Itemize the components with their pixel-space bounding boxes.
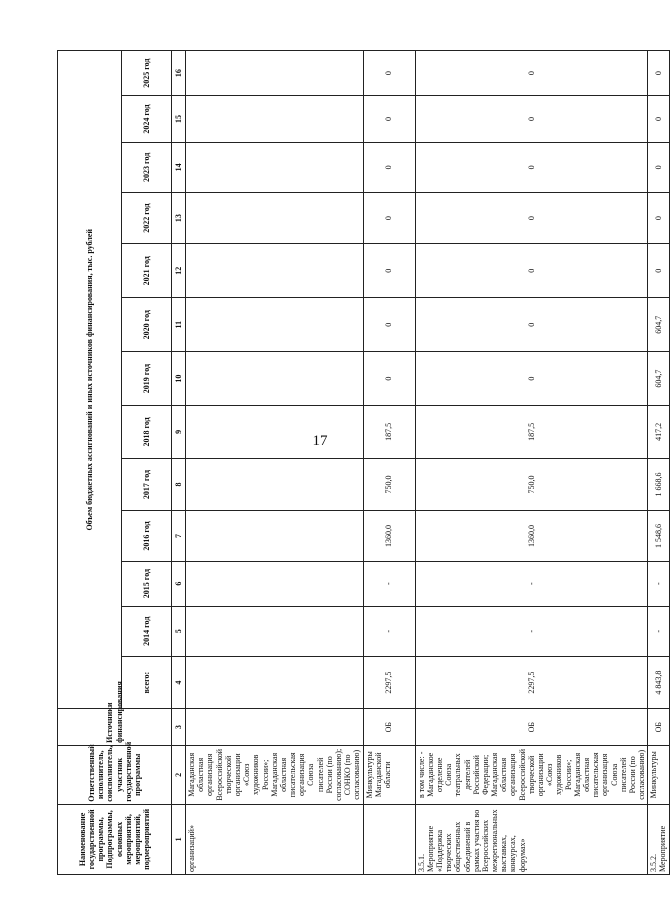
- table-row: [363, 51, 415, 875]
- row-value: 417,2: [648, 406, 669, 459]
- row-value: [186, 406, 364, 459]
- row-value: [186, 458, 364, 511]
- col-number: 4: [172, 656, 186, 709]
- row-value: 604,7: [648, 352, 669, 406]
- row-value: 1 668,6: [648, 458, 669, 511]
- row-name: 3.5.2. Мероприятие: [648, 804, 669, 874]
- row-name: организаций»: [186, 804, 364, 874]
- header-total: всего:: [122, 656, 172, 709]
- header-year: 2014 год: [122, 606, 172, 656]
- table-row: [415, 51, 648, 875]
- col-number: 3: [172, 709, 186, 745]
- row-responsible: Минкультуры Магаданской области: [363, 745, 415, 804]
- col-number: 13: [172, 192, 186, 243]
- row-value: 2297,5: [415, 656, 648, 709]
- row-value: [186, 511, 364, 561]
- row-source: [186, 709, 364, 745]
- col-number: 2: [172, 745, 186, 804]
- row-responsible: в том числе: - Магаданское отделение Союза театральных деятелей Российской Федерации; Магаданская областная организация Всероссийской творческой организации «Союз художников России»; Магаданская областная писательская организация Союза писателей России (по согласованию): [415, 745, 648, 804]
- row-name: 3.5.1. Мероприятие «Поддержка творческих общественных объединений в рамках участия во Всероссийских межрегиональных выставках, конкурсах, форумах»: [415, 804, 648, 874]
- row-value: 0: [648, 96, 669, 142]
- row-value: -: [415, 606, 648, 656]
- row-value: [186, 192, 364, 243]
- budget-table: [57, 50, 668, 875]
- row-value: 187,5: [415, 406, 648, 459]
- col-number: 11: [172, 298, 186, 352]
- row-value: 1360,0: [415, 511, 648, 561]
- col-number: 16: [172, 51, 186, 96]
- row-source: ОБ: [363, 709, 415, 745]
- header-year: 2016 год: [122, 511, 172, 561]
- row-responsible: Минкультуры: [648, 745, 669, 804]
- row-value: 0: [363, 244, 415, 298]
- row-value: 0: [363, 96, 415, 142]
- row-value: 0: [415, 51, 648, 96]
- row-value: 0: [415, 352, 648, 406]
- row-value: -: [648, 561, 669, 606]
- col-number: 10: [172, 352, 186, 406]
- row-value: 0: [648, 142, 669, 192]
- row-value: 604,7: [648, 298, 669, 352]
- row-value: 750,0: [363, 458, 415, 511]
- header-year: 2022 год: [122, 192, 172, 243]
- row-value: 1 548,6: [648, 511, 669, 561]
- row-value: 4 843,8: [648, 656, 669, 709]
- row-value: [186, 142, 364, 192]
- col-number: 12: [172, 244, 186, 298]
- row-value: 0: [415, 96, 648, 142]
- header-year: 2020 год: [122, 298, 172, 352]
- header-year: 2021 год: [122, 244, 172, 298]
- row-value: 0: [363, 192, 415, 243]
- row-value: 0: [415, 244, 648, 298]
- row-value: [186, 352, 364, 406]
- row-responsible: Магаданская областная организация Всероссийской творческой организации «Союз художников России»; Магаданская областная писательская организация Союза писателей России (по согласованию); СОНКО (по согласованию): [186, 745, 364, 804]
- col-number: 9: [172, 406, 186, 459]
- header-year: 2017 год: [122, 458, 172, 511]
- header-year: 2018 год: [122, 406, 172, 459]
- table-row: [648, 51, 669, 875]
- row-value: 0: [363, 352, 415, 406]
- row-value: 0: [363, 51, 415, 96]
- col-number: 7: [172, 511, 186, 561]
- header-source: Источники финансирования: [58, 709, 172, 745]
- row-value: [186, 561, 364, 606]
- row-value: [186, 656, 364, 709]
- header-volume-title: Объем бюджетных ассигнований и иных источников финансирования, тыс. рублей: [58, 51, 122, 709]
- row-source: ОБ: [648, 709, 669, 745]
- row-name: [363, 804, 415, 874]
- row-value: 0: [363, 298, 415, 352]
- row-value: [186, 298, 364, 352]
- row-value: [186, 606, 364, 656]
- header-year: 2024 год: [122, 96, 172, 142]
- row-value: [186, 244, 364, 298]
- row-value: 0: [648, 192, 669, 243]
- row-value: 187,5: [363, 406, 415, 459]
- page-number: 17: [312, 433, 328, 449]
- table-row: [186, 51, 364, 875]
- header-responsible: Ответственный исполнитель, соисполнитель, участник государственной программы: [58, 745, 172, 804]
- col-number: 6: [172, 561, 186, 606]
- col-number: 1: [172, 804, 186, 874]
- row-value: [186, 51, 364, 96]
- header-name: Наименование государственной программы, Подпрограммы, основных мероприятий, мероприятий, подмероприятий: [58, 804, 172, 874]
- row-value: [186, 96, 364, 142]
- row-value: 0: [648, 244, 669, 298]
- col-number: 14: [172, 142, 186, 192]
- row-value: 0: [415, 142, 648, 192]
- col-number: 5: [172, 606, 186, 656]
- row-value: 0: [415, 298, 648, 352]
- row-source: ОБ: [415, 709, 648, 745]
- row-value: -: [415, 561, 648, 606]
- row-value: 0: [648, 51, 669, 96]
- header-year: 2019 год: [122, 352, 172, 406]
- row-value: -: [648, 606, 669, 656]
- row-value: 1360,0: [363, 511, 415, 561]
- row-value: 0: [363, 142, 415, 192]
- header-year: 2015 год: [122, 561, 172, 606]
- col-number: 15: [172, 96, 186, 142]
- row-value: -: [363, 561, 415, 606]
- col-number: 8: [172, 458, 186, 511]
- row-value: 0: [415, 192, 648, 243]
- header-year: 2025 год: [122, 51, 172, 96]
- row-value: 750,0: [415, 458, 648, 511]
- row-value: 2297,5: [363, 656, 415, 709]
- header-year: 2023 год: [122, 142, 172, 192]
- row-value: -: [363, 606, 415, 656]
